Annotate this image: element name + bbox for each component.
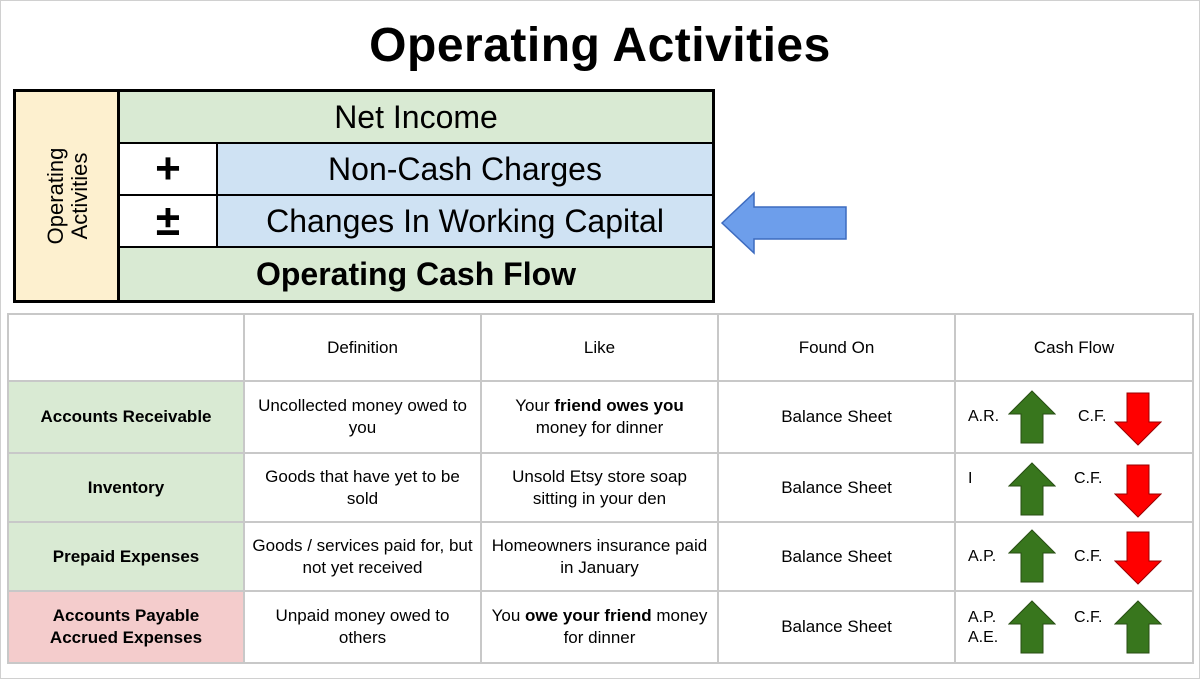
found-on-cell: Balance Sheet [718,453,955,522]
arrow-up-icon [1008,529,1056,583]
table-row [8,591,1193,663]
page-title: Operating Activities [369,19,831,72]
side-label-line-1: Operating [43,147,68,245]
net-income-row: Net Income [120,92,712,144]
side-label-line-2: Activities [67,152,92,240]
like-cell [481,591,718,663]
like-text: Your [515,396,555,415]
header-cash-flow: Cash Flow [955,314,1193,381]
like-text-end: money for dinner [563,606,708,647]
like-cell: Homeowners insurance paid in January [481,522,718,591]
arrow-down-icon [1114,392,1162,446]
arrow-up-icon [1008,462,1056,516]
cash-flow-cell [955,381,1193,453]
pointer-arrow-icon [720,191,850,255]
row-label: Accounts Receivable [8,381,244,453]
definition-cell: Goods / services paid for, but not yet received [244,522,481,591]
header-found-on: Found On [718,314,955,381]
cf-right-label: C.F. [1078,408,1107,425]
header-cell-blank [8,314,244,381]
cf-left-label: I [968,470,973,487]
header-definition: Definition [244,314,481,381]
arrow-down-icon [1114,464,1162,518]
cf-right-label: C.F. [1074,609,1103,626]
arrow-up-icon [1114,600,1162,654]
cf-right-label: C.F. [1074,548,1103,565]
row-label [8,591,244,663]
cash-flow-cell [955,591,1193,663]
working-capital-row: Changes In Working Capital [218,196,712,248]
like-cell [481,381,718,453]
cf-left-label-2: A.E. [968,629,999,646]
row-label: Inventory [8,453,244,522]
definition-cell: Uncollected money owed to you [244,381,481,453]
table-row [8,453,1193,522]
operating-activities-diagram [13,89,715,303]
arrow-down-icon [1114,531,1162,585]
like-bold-text: owe your friend [525,606,652,625]
operating-cash-flow-row: Operating Cash Flow [120,248,712,300]
plus-minus-sign: ± [120,196,218,248]
like-bold-text: friend owes you [554,396,684,415]
like-text: You [491,606,526,625]
cf-left-label: A.P. [968,609,997,626]
cf-right-label: C.F. [1074,470,1103,487]
row-label-line-1: Accounts Payable [52,606,200,625]
found-on-cell: Balance Sheet [718,522,955,591]
table-row [8,381,1193,453]
diagram-side-panel [16,92,120,300]
definition-cell: Unpaid money owed to others [244,591,481,663]
table-row [8,522,1193,591]
arrow-up-icon [1008,390,1056,444]
arrow-up-icon [1008,600,1056,654]
table-header-row [8,314,1193,381]
like-text-end: money for dinner [535,418,664,437]
non-cash-charges-row: Non-Cash Charges [218,144,712,196]
definition-cell: Goods that have yet to be sold [244,453,481,522]
row-label: Prepaid Expenses [8,522,244,591]
plus-sign: + [120,144,218,196]
cash-flow-cell [955,453,1193,522]
cf-left-label: A.P. [968,548,997,565]
cf-left-label: A.R. [968,408,1000,425]
found-on-cell: Balance Sheet [718,591,955,663]
header-like: Like [481,314,718,381]
working-capital-table [7,313,1194,664]
diagram-side-label [44,148,92,245]
cash-flow-cell [955,522,1193,591]
found-on-cell: Balance Sheet [718,381,955,453]
like-cell: Unsold Etsy store soap sitting in your den [481,453,718,522]
row-label-line-2: Accrued Expenses [49,628,203,647]
